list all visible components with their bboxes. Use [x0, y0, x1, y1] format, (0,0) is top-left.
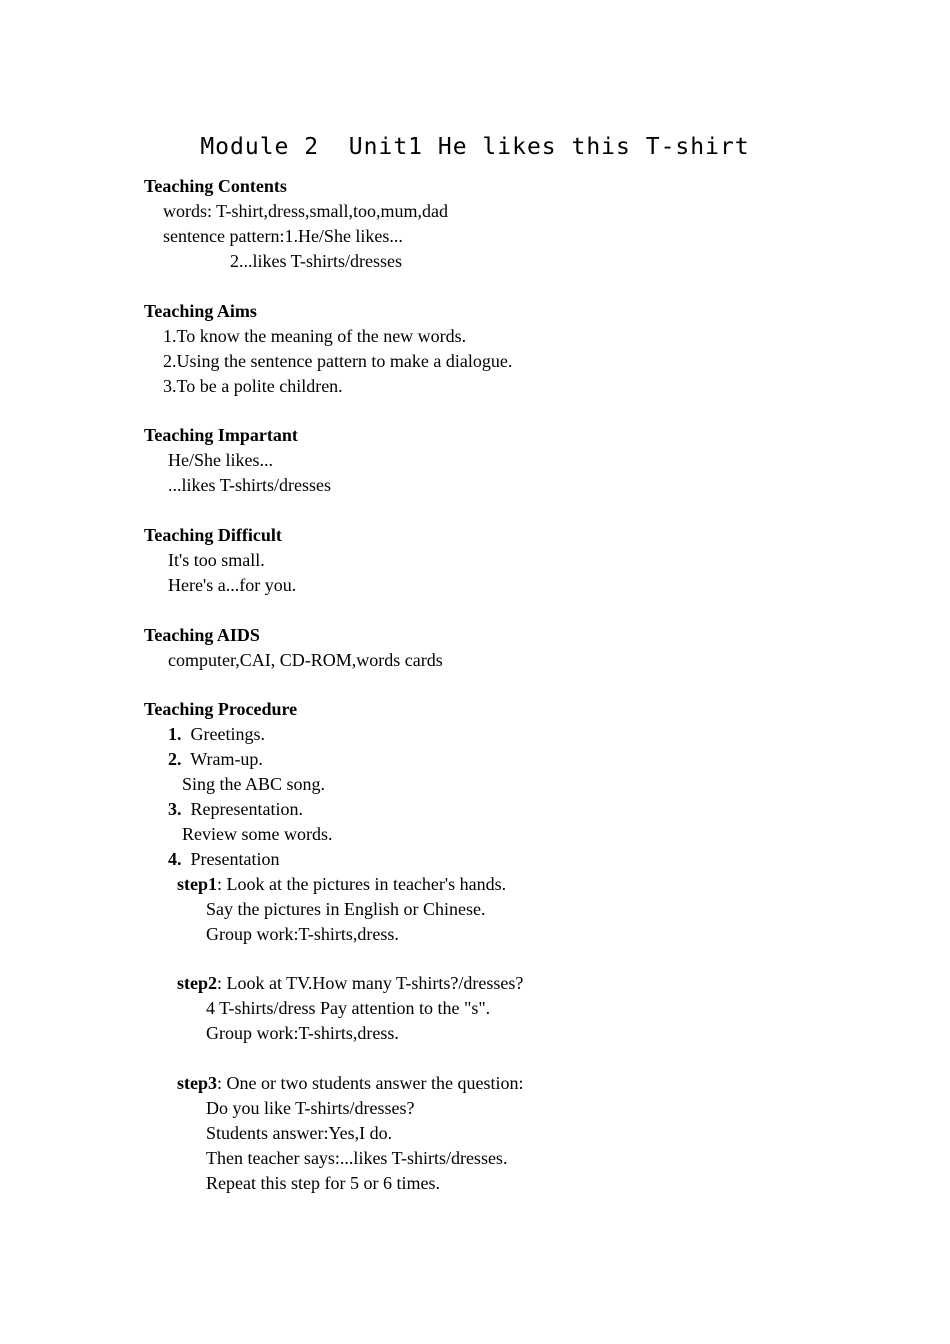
- important-item: ...likes T-shirts/dresses: [168, 475, 332, 495]
- contents-words: words: T-shirt,dress,small,too,mum,dad: [163, 201, 448, 221]
- aims-item: 2.Using the sentence pattern to make a dialogue.: [163, 351, 513, 371]
- difficult-heading: Teaching Difficult: [144, 525, 282, 545]
- aids-text: computer,CAI, CD-ROM,words cards: [168, 650, 443, 670]
- substep-label: step1: [177, 874, 217, 894]
- step-number: 1.: [168, 724, 182, 744]
- document-title: Module 2 Unit1 He likes this T-shirt: [200, 134, 750, 160]
- substep-2: [177, 971, 523, 996]
- substep-line: Group work:T-shirts,dress.: [206, 924, 399, 944]
- step-subtext: Review some words.: [182, 824, 333, 844]
- step-text: Presentation: [190, 849, 280, 869]
- procedure-step: [168, 847, 279, 872]
- aims-item: 1.To know the meaning of the new words.: [163, 326, 467, 346]
- substep-1: [177, 872, 506, 897]
- step-number: 2.: [168, 749, 182, 769]
- procedure-step: [168, 722, 265, 747]
- substep-line: Do you like T-shirts/dresses?: [206, 1098, 415, 1118]
- step-text: Greetings.: [190, 724, 265, 744]
- contents-heading: Teaching Contents: [144, 176, 287, 196]
- substep-text: : One or two students answer the question:: [217, 1073, 524, 1093]
- substep-line: Students answer:Yes,I do.: [206, 1123, 393, 1143]
- substep-text: : Look at the pictures in teacher's hands.: [217, 874, 507, 894]
- important-heading: Teaching Impartant: [144, 425, 298, 445]
- procedure-step: [168, 797, 303, 822]
- substep-line: Say the pictures in English or Chinese.: [206, 899, 486, 919]
- substep-text: : Look at TV.How many T-shirts?/dresses?: [217, 973, 524, 993]
- substep-label: step2: [177, 973, 217, 993]
- aids-heading: Teaching AIDS: [144, 625, 260, 645]
- step-subtext: Sing the ABC song.: [182, 774, 326, 794]
- substep-line: Group work:T-shirts,dress.: [206, 1023, 399, 1043]
- contents-pattern: sentence pattern:1.He/She likes...: [163, 226, 403, 246]
- substep-line: Repeat this step for 5 or 6 times.: [206, 1173, 440, 1193]
- important-item: He/She likes...: [168, 450, 273, 470]
- procedure-step: [168, 747, 263, 772]
- step-number: 3.: [168, 799, 182, 819]
- step-text: Wram-up.: [190, 749, 263, 769]
- difficult-item: Here's a...for you.: [168, 575, 297, 595]
- substep-label: step3: [177, 1073, 217, 1093]
- aims-heading: Teaching Aims: [144, 301, 257, 321]
- substep-3: [177, 1071, 523, 1096]
- contents-pattern-2: 2...likes T-shirts/dresses: [230, 251, 403, 271]
- aims-item: 3.To be a polite children.: [163, 376, 343, 396]
- difficult-item: It's too small.: [168, 550, 265, 570]
- step-number: 4.: [168, 849, 182, 869]
- substep-line: Then teacher says:...likes T-shirts/dresses.: [206, 1148, 508, 1168]
- step-text: Representation.: [190, 799, 303, 819]
- procedure-heading: Teaching Procedure: [144, 699, 298, 719]
- substep-line: 4 T-shirts/dress Pay attention to the "s".: [206, 998, 491, 1018]
